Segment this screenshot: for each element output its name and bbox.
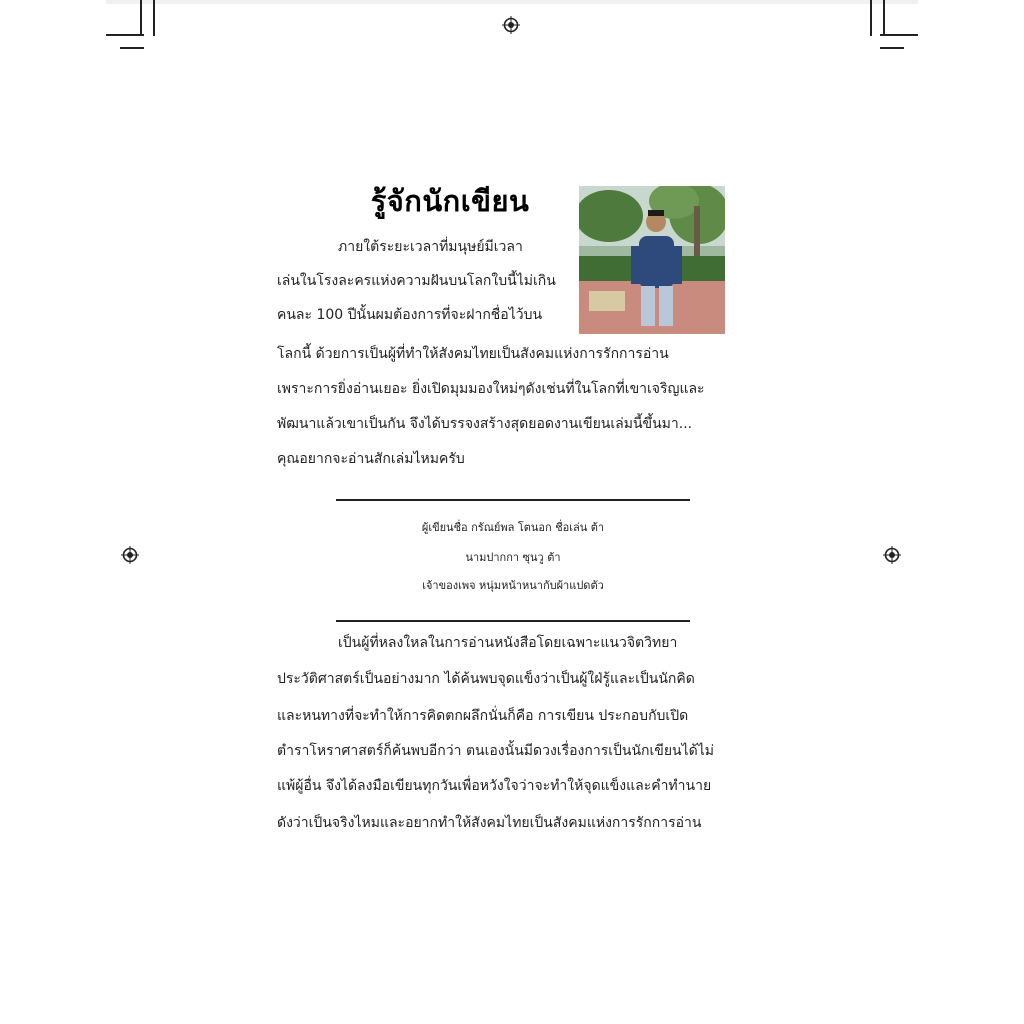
bio-line: ตำราโหราศาสตร์ก็ค้นพบอีกว่า ตนเองนั้นมีดวงเรื่องการเป็นนักเขียนได้ไม่ <box>277 743 715 759</box>
intro-line: ภายใต้ระยะเวลาที่มนุษย์มีเวลา <box>338 239 523 255</box>
divider <box>336 499 690 501</box>
crosshair-registration-icon <box>883 546 901 564</box>
bio-line: และหนทางที่จะทำให้การคิดตกผลึกนั่นก็คือ การเขียน ประกอบกับเปิด <box>277 708 689 724</box>
divider <box>336 620 690 622</box>
bio-line: ดังว่าเป็นจริงไหมและอยากทำให้สังคมไทยเป็นสังคมแห่งการรักการอ่าน <box>277 815 702 831</box>
intro-line: เพราะการยิ่งอ่านเยอะ ยิ่งเปิดมุมมองใหม่ๆดังเช่นที่ในโลกที่เขาเจริญและ <box>277 381 705 397</box>
author-name: ผู้เขียนชื่อ กรัณย์พล โตนอก ชื่อเล่น ต้า <box>421 521 605 534</box>
page-owner: เจ้าของเพจ หนุ่มหน้าหนากับผ้าแปดตัว <box>422 579 604 592</box>
pen-name: นามปากกา ซุนวู ต้า <box>465 551 561 564</box>
crosshair-registration-icon <box>502 16 520 34</box>
intro-line: เล่นในโรงละครแห่งความฝันบนโลกใบนี้ไม่เกิน <box>277 273 556 289</box>
bio-line: แพ้ผู้อื่น จึงได้ลงมือเขียนทุกวันเพื่อหวังใจว่าจะทำให้จุดแข็งและคำทำนาย <box>277 778 712 794</box>
intro-line: โลกนี้ ด้วยการเป็นผู้ที่ทำให้สังคมไทยเป็นสังคมแห่งการรักการอ่าน <box>277 346 669 362</box>
intro-line: คนละ 100 ปีนั้นผมต้องการที่จะฝากชื่อไว้บน <box>277 307 543 323</box>
intro-line: พัฒนาแล้วเขาเป็นกัน จึงได้บรรจงสร้างสุดยอดงานเขียนเล่มนี้ขึ้นมา... <box>277 416 693 432</box>
bio-line: เป็นผู้ที่หลงใหลในการอ่านหนังสือโดยเฉพาะแนวจิตวิทยา <box>338 635 678 651</box>
bio-line: ประวัติศาสตร์เป็นอย่างมาก ได้ค้นพบจุดแข็งว่าเป็นผู้ใฝ่รู้และเป็นนักคิด <box>277 671 695 687</box>
intro-line: คุณอยากจะอ่านสักเล่มไหมครับ <box>277 451 465 467</box>
section-title: รู้จักนักเขียน <box>370 184 530 218</box>
crosshair-registration-icon <box>121 546 139 564</box>
page-top-edge <box>106 0 918 4</box>
author-photo <box>579 186 725 334</box>
